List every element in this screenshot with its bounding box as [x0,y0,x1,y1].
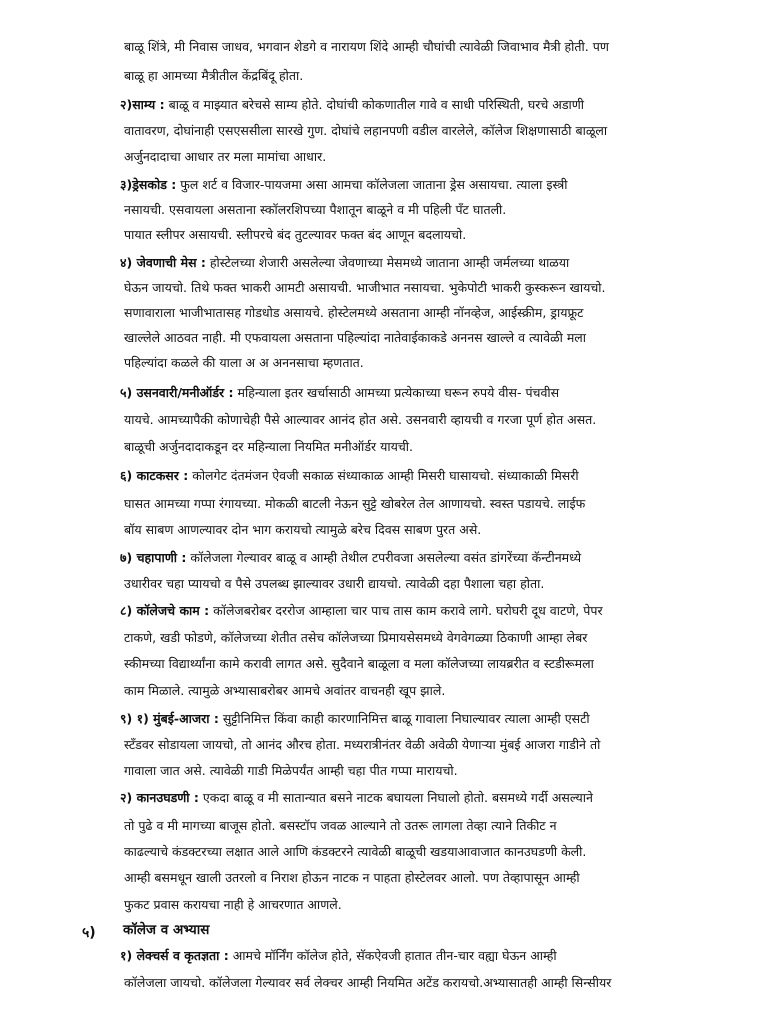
paragraph-text: गावाला जात असे. त्यावेळी गाडी मिळेपर्यंत आम्ही चहा पीत गप्पा मारायचो. [124,763,458,778]
paragraph-text: घेऊन जायचो. तिथे फक्त भाकरी आमटी असायची. भाजीभात नसायचा. भुकेपोटी भाकरी कुस्करून खायचो. [124,280,606,295]
paragraph-text: सणावाराला भाजीभातासह गोडधोड असायचे. होस्टेलमध्ये असताना आम्ही नॉनव्हेज, आईस्क्रीम, ड्रायफ्रूट [124,305,584,320]
paragraph-line [120,224,709,246]
paragraph-line [120,734,709,756]
paragraph-line [120,327,709,349]
paragraph-text: फुल शर्ट व विजार-पायजमा असा आमचा कॉलेजला जाताना ड्रेस असायचा. त्याला इस्त्री [180,177,568,192]
paragraph-line [120,972,709,994]
paragraph-heading: ९) १) मुंबई-आजरा : [120,711,219,726]
paragraph-line [120,867,709,889]
paragraph-heading: ५) उसनवारी/मनीऑर्डर : [120,385,234,400]
paragraph-heading: २) कानउघडणी : [120,790,199,805]
paragraph-text: कॉलेजला जायचो. कॉलेजला गेल्यावर सर्व लेक्चर आम्ही नियमित अटेंड करायचो.अभ्यासातही आम्ही सिन्सीयर [124,975,612,990]
paragraph-text: सुट्टीनिमित्त किंवा काही कारणानिमित्त बाळू गावाला निघाल्यावर त्याला आम्ही एसटी [222,711,590,726]
paragraph-line [120,409,709,431]
section-title: कॉलेज व अभ्यास [123,922,210,938]
paragraph-line [120,94,709,116]
paragraph-line [120,573,709,595]
paragraph-text: खाल्लेले आठवत नाही. मी एफवायला असताना पहिल्यांदा नातेवाईकाकडे अननस खाल्ले व त्यावेळी मला [124,330,587,345]
paragraph-text: महिन्याला इतर खर्चासाठी आमच्या प्रत्येकाच्या घरून रुपये वीस- पंचवीस [237,385,560,400]
paragraph-line [120,708,709,730]
paragraph-line [120,436,709,458]
paragraph-text: कोलगेट दंतमंजन ऐवजी सकाळ संध्याकाळ आम्ही मिसरी घासायचो. संध्याकाळी मिसरी [192,468,579,483]
paragraph-line [120,493,709,515]
paragraph-text: आमचे मॉर्निंग कॉलेज होते, सॅकऐवजी हातात तीन-चार वह्या घेऊन आम्ही [232,948,557,963]
paragraph-line [120,680,709,702]
paragraph-text: बाळूची अर्जुनदादाकडून दर महिन्याला नियमित मनीऑर्डर यायची. [124,439,414,454]
paragraph-text: बाळू व माझ्यात बरेचसे साम्य होते. दोघांची कोकणातील गावे व साधी परिस्थिती, घरचे अडाणी [168,97,585,112]
paragraph-text: कॉलेजबरोबर दररोज आम्हाला चार पाच तास काम करावे लागे. घरोघरी दूध वाटणे, पेपर [213,603,603,618]
paragraph-heading: ७) चहापाणी : [120,550,187,565]
paragraph-line [120,627,709,649]
paragraph-text: होस्टेलच्या शेजारी असलेल्या जेवणाच्या मेसमध्ये जाताना आम्ही जर्मलच्या थाळया [209,255,570,270]
paragraph-text: आम्ही बसमधून खाली उतरलो व निराश होऊन नाटक न पाहता होस्टेलवर आलो. पण तेव्हापासून आम्ही [124,870,580,885]
paragraph-line [120,787,709,809]
paragraph-heading: १) लेक्चर्स व कृतज्ञता : [120,948,229,963]
paragraph-text: कॉलेजला गेल्यावर बाळू व आम्ही तेथील टपरीवजा असलेल्या वसंत डांगरेंच्या कॅन्टीनमध्ये [190,550,582,565]
paragraph-line [120,174,709,196]
paragraph-line [120,277,709,299]
paragraph-line [120,547,709,569]
paragraph-line [120,600,709,622]
paragraph-line [120,120,709,142]
paragraph-heading: ६) काटकसर : [120,468,189,483]
paragraph-text: पायात स्लीपर असायची. स्लीपरचे बंद तुटल्यावर फक्त बंद आणून बदलायचो. [124,227,467,242]
paragraph-line [120,146,709,168]
paragraph-line [120,760,709,782]
paragraph-text: टाकणे, खडी फोडणे, कॉलेजच्या शेतीत तसेच कॉलेजच्या प्रिमायसेसमध्ये वेगवेगळ्या ठिकाणी आम्हा लेबर [124,630,588,645]
paragraph-line [120,65,709,87]
paragraph-text: फुकट प्रवास करायचा नाही हे आचरणात आणले. [124,897,342,912]
paragraph-line [120,841,709,863]
paragraph-line [120,945,709,967]
paragraph-line [120,815,709,837]
paragraph-line [120,199,709,221]
paragraph-text: स्टॅंडवर सोडायला जायचो, तो आनंद औरच होता. मध्यरात्रीनंतर वेळी अवेळी येणाऱ्या मुंबई आजरा गाडीने तो [124,737,601,752]
paragraph-text: अर्जुनदादाचा आधार तर मला मामांचा आधार. [124,149,327,164]
paragraph-text: तो पुढे व मी मागच्या बाजूस होतो. बसस्टॉप जवळ आल्याने तो उतरू लागला तेव्हा त्याने तिकीट न [124,818,557,833]
section-number: ५) [82,925,96,941]
paragraph-text: बाळू हा आमच्या मैत्रीतील केंद्रबिंदू होता. [124,68,304,83]
paragraph-text: बॉय साबण आणल्यावर दोन भाग करायचो त्यामुळे बरेच दिवस साबण पुरत असे. [124,522,482,537]
paragraph-text: वातावरण, दोघांनाही एसएससीला सारखे गुण. दोघांचे लहानपणी वडील वारलेले, कॉलेज शिक्षणासाठी बाळूला [124,123,608,138]
paragraph-heading: २)साम्य : [120,97,165,112]
paragraph-text: काढल्याचे कंडक्टरच्या लक्षात आले आणि कंडक्टरने त्यावेळी बाळूची खडयाआवाजात कानउघडणी केली. [124,844,587,859]
paragraph-heading: ८) कॉलेजचे काम : [120,603,210,618]
paragraph-line [120,894,709,916]
paragraph-line [120,465,709,487]
paragraph-line [120,36,709,58]
paragraph-heading: ३)ड्रेसकोड : [120,177,177,192]
paragraph-text: नसायची. एसवायला असताना स्कॉलरशिपच्या पैशातून बाळूने व मी पहिली पँट घातली. [124,202,507,217]
paragraph-line [120,252,709,274]
paragraph-line [120,382,709,404]
paragraph-text: उधारीवर चहा प्यायचो व पैसे उपलब्ध झाल्यावर उधारी द्यायचो. त्यावेळी दहा पैशाला चहा होता. [124,576,545,591]
paragraph-line [120,302,709,324]
paragraph-text: घासत आमच्या गप्पा रंगायच्या. मोकळी बाटली नेऊन सुट्टे खोबरेल तेल आणायचो. स्वस्त पडायचे. लाईफ [124,496,586,511]
paragraph-text: एकदा बाळू व मी सातान्यात बसने नाटक बघायला निघालो होतो. बसमध्ये गर्दी असल्याने [202,790,593,805]
paragraph-text: यायचे. आमच्यापैकी कोणाचेही पैसे आल्यावर आनंद होत असे. उसनवारी व्हायची व गरजा पूर्ण होत असत. [124,412,597,427]
paragraph-text: पहिल्यांदा कळले की याला अ अ अननसाचा म्हणतात. [124,355,364,370]
paragraph-text: स्कीमच्या विद्यार्थ्यांना कामे करावी लागत असे. सुदैवाने बाळूला व मला कॉलेजच्या लायब्ररीत व स्टडीरूमला [124,656,594,671]
paragraph-heading: ४) जेवणाची मेस : [120,255,206,270]
paragraph-text: बाळू शिंत्रे, मी निवास जाधव, भगवान शेडगे व नारायण शिंदे आम्ही चौघांची त्यावेळी जिवाभाव मैत्री होती. पण [124,39,609,54]
paragraph-line [120,653,709,675]
paragraph-line [120,519,709,541]
paragraph-line [120,352,709,374]
paragraph-text: काम मिळाले. त्यामुळे अभ्यासाबरोबर आमचे अवांतर वाचनही खूप झाले. [124,683,446,698]
